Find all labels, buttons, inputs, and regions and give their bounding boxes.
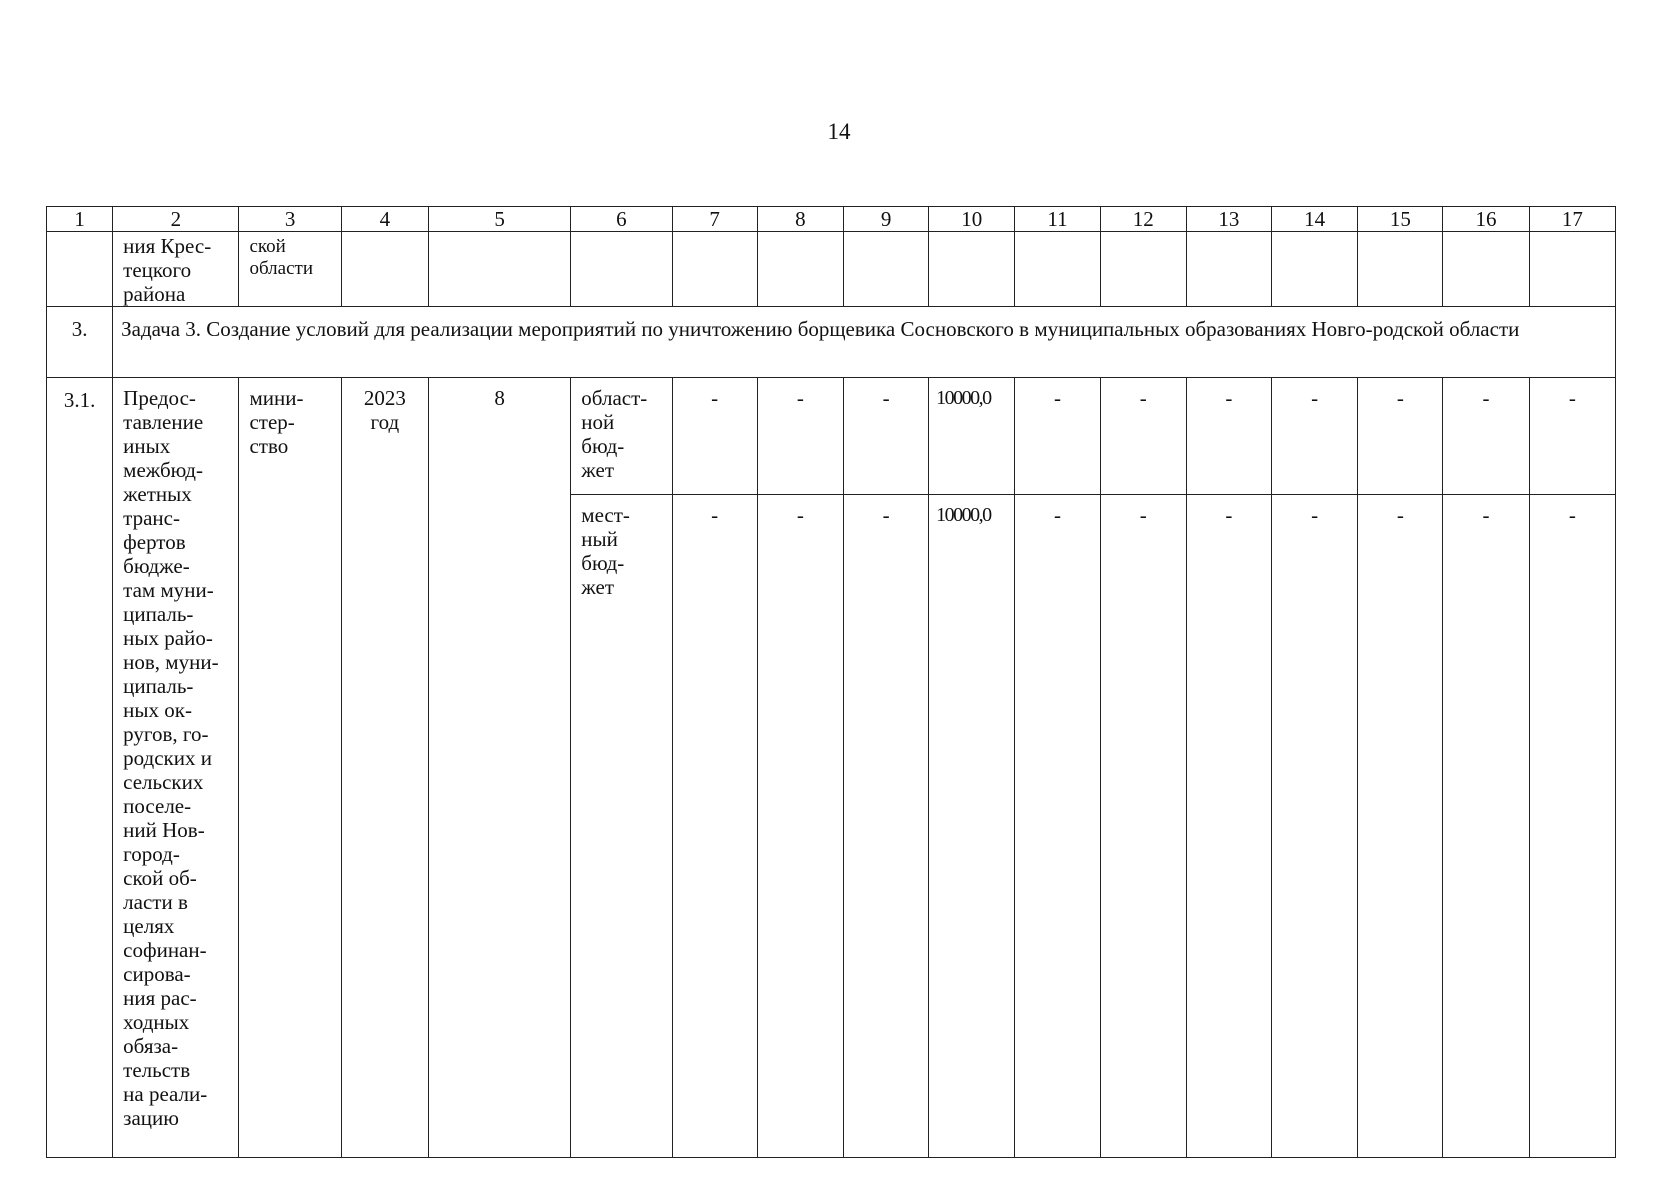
- cell: [428, 232, 570, 307]
- cell: [571, 232, 672, 307]
- cell: [47, 232, 113, 307]
- value-cell: -: [757, 378, 843, 495]
- value-cell: -: [1443, 378, 1529, 495]
- value-cell: -: [1015, 495, 1100, 1158]
- cell: [1443, 232, 1529, 307]
- continuation-row: [47, 232, 1616, 307]
- value-cell: 10000,0: [929, 378, 1015, 495]
- header-cell: 6: [571, 207, 672, 232]
- value-cell: -: [1186, 378, 1271, 495]
- value-cell: -: [1186, 495, 1271, 1158]
- value-cell: -: [1529, 495, 1615, 1158]
- source-label: мест- ный бюд- жет: [581, 503, 630, 599]
- activity-period: 2023 год: [363, 386, 406, 434]
- header-cell: 8: [757, 207, 843, 232]
- header-cell: 11: [1015, 207, 1100, 232]
- header-cell: 12: [1100, 207, 1186, 232]
- header-cell: 1: [47, 207, 113, 232]
- cell: [757, 232, 843, 307]
- header-cell: 10: [929, 207, 1015, 232]
- activity-name-cell: [113, 378, 239, 1158]
- source-cell: [571, 378, 672, 495]
- source-label: област- ной бюд- жет: [581, 386, 648, 482]
- header-cell: 2: [113, 207, 239, 232]
- continuation-executor: ской области: [249, 236, 313, 279]
- value-cell: -: [1272, 495, 1358, 1158]
- indicator-cell: [428, 378, 570, 1158]
- executor-cell: [239, 378, 341, 1158]
- task-row: [47, 307, 1616, 378]
- continuation-name: ния Крес- тецкого района: [123, 234, 212, 306]
- value-cell: -: [843, 378, 928, 495]
- value-cell: -: [843, 495, 928, 1158]
- header-cell: 4: [341, 207, 428, 232]
- value-cell: -: [1100, 378, 1186, 495]
- value-cell: 10000,0: [929, 495, 1015, 1158]
- budget-table: [46, 206, 1616, 1158]
- header-cell: 14: [1272, 207, 1358, 232]
- header-cell: 5: [428, 207, 570, 232]
- cell: [1529, 232, 1615, 307]
- cell: [341, 232, 428, 307]
- task-number: 3.: [47, 307, 113, 378]
- header-cell: 15: [1358, 207, 1443, 232]
- column-number-row: [47, 207, 1616, 232]
- cell: [843, 232, 928, 307]
- header-cell: 16: [1443, 207, 1529, 232]
- cell: [1015, 232, 1100, 307]
- header-cell: 7: [672, 207, 757, 232]
- header-cell: 9: [843, 207, 928, 232]
- cell: [239, 232, 341, 307]
- value-cell: -: [1443, 495, 1529, 1158]
- activity-executor: мини- стер- ство: [249, 386, 304, 458]
- cell: [1100, 232, 1186, 307]
- header-cell: 13: [1186, 207, 1271, 232]
- value-cell: -: [1015, 378, 1100, 495]
- value-cell: -: [672, 495, 757, 1158]
- page-number: 14: [827, 119, 851, 144]
- task-cell: [113, 307, 1616, 378]
- task-text: Задача 3. Создание условий для реализации мероприятий по уничтожению борщевика Сосновского в муниципальных образованиях Новго-родской области: [121, 317, 1520, 341]
- activity-number: 3.1.: [47, 378, 113, 1158]
- cell: [672, 232, 757, 307]
- period-cell: [341, 378, 428, 1158]
- value-cell: -: [1358, 378, 1443, 495]
- header-cell: 17: [1529, 207, 1615, 232]
- value-cell: -: [1100, 495, 1186, 1158]
- activity-indicator: 8: [494, 386, 505, 410]
- value-cell: -: [757, 495, 843, 1158]
- cell: [1186, 232, 1271, 307]
- value-cell: -: [1529, 378, 1615, 495]
- cell: [929, 232, 1015, 307]
- cell: [1272, 232, 1358, 307]
- header-cell: 3: [239, 207, 341, 232]
- value-cell: -: [1358, 495, 1443, 1158]
- cell: [1358, 232, 1443, 307]
- value-cell: -: [1272, 378, 1358, 495]
- cell: [113, 232, 239, 307]
- value-cell: -: [672, 378, 757, 495]
- activity-row-regional: [47, 378, 1616, 495]
- activity-name: Предос- тавление иных межбюд- жетных транс- фертов бюдже- там муни- ципаль- ных райо- нов, муни- ципаль- ных ок- ругов, го- родских и сельских поселе- ний Нов- город- ской об- ласти в целях софинан- сирова- ния рас- ходных обяза- тельств на реали- зацию: [123, 386, 219, 1130]
- source-cell: [571, 495, 672, 1158]
